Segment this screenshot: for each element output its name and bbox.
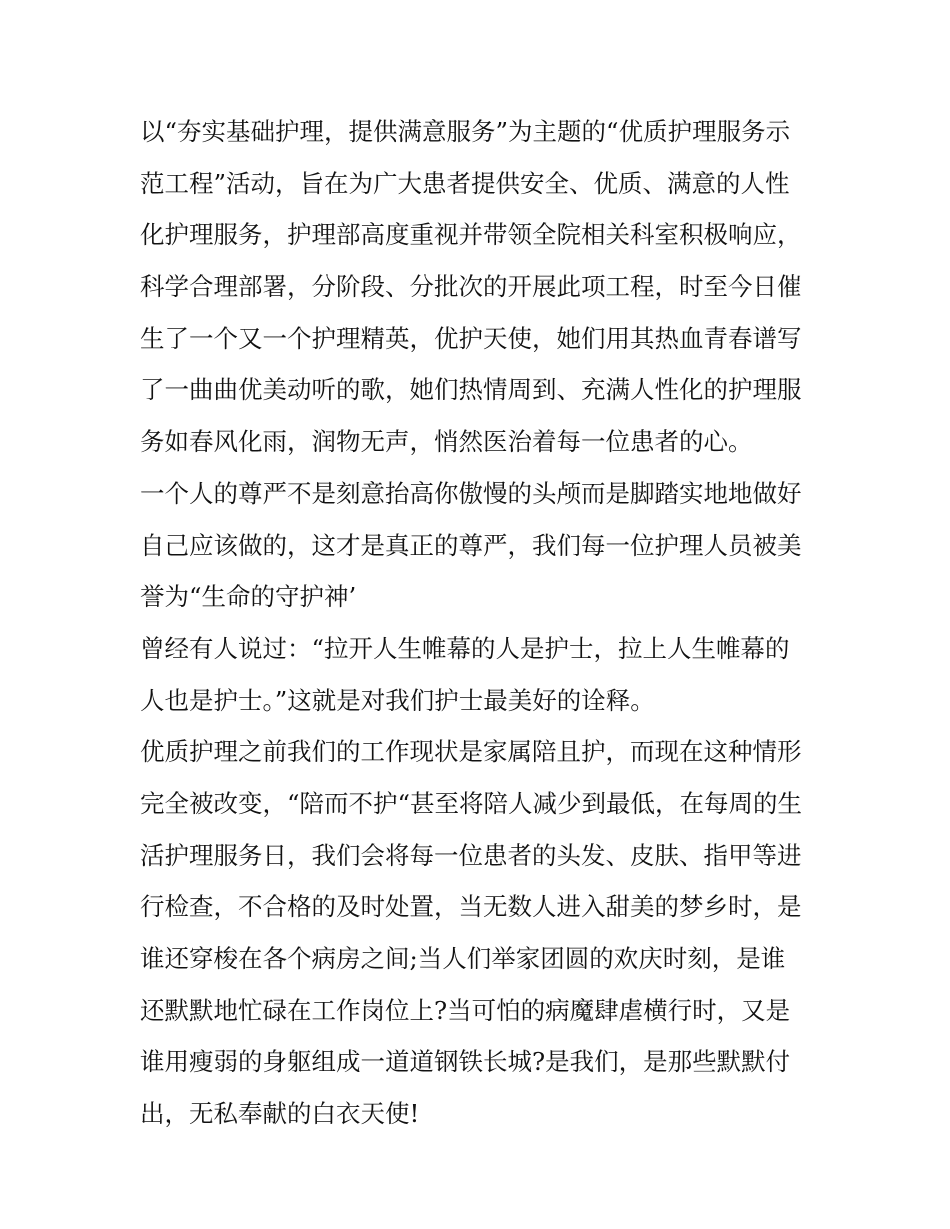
text-line: 一个人的尊严不是刻意抬高你傲慢的头颅而是脚踏实地地做好: [140, 478, 802, 508]
text-line: 人也是护士。”这就是对我们护士最美好的诠释。: [140, 685, 655, 715]
text-line: 化护理服务，护理部高度重视并带领全院相关科室积极响应，: [140, 220, 802, 250]
text-line: 以“夯实基础护理，提供满意服务”为主题的“优质护理服务示: [140, 117, 791, 146]
text-line: 还默默地忙碌在工作岗位上?当可怕的病魔肆虐横行时，又是: [140, 995, 791, 1025]
text-line: 完全被改变，“陪而不护“甚至将陪人减少到最低，在每周的生: [140, 788, 803, 818]
text-line: 谁还穿梭在各个病房之间;当人们举家团圆的欢庆时刻，是谁: [140, 944, 786, 973]
text-line: 自己应该做的，这才是真正的尊严，我们每一位护理人员被美: [140, 530, 802, 560]
text-line: 务如春风化雨，润物无声，悄然医治着每一位患者的心。: [140, 427, 753, 457]
text-line: 了一曲曲优美动听的歌，她们热情周到、充满人性化的护理服: [140, 375, 802, 405]
text-line: 行检查，不合格的及时处置，当无数人进入甜美的梦乡时，是: [140, 892, 802, 922]
text-line: 生了一个又一个护理精英，优护天使，她们用其热血青春谱写: [140, 323, 802, 353]
text-line: 曾经有人说过：“拉开人生帷幕的人是护士，拉上人生帷幕的: [140, 633, 790, 663]
text-line: 出，无私奉献的白衣天使!: [140, 1099, 420, 1129]
text-line: 谁用瘦弱的身躯组成一道道钢铁长城?是我们，是那些默默付: [140, 1047, 791, 1077]
text-line: 范工程”活动，旨在为广大患者提供安全、优质、满意的人性: [140, 168, 790, 198]
text-line: 优质护理之前我们的工作现状是家属陪且护，而现在这种情形: [140, 737, 802, 767]
text-line: 誉为“生命的守护神’: [140, 582, 357, 612]
text-line: 科学合理部署，分阶段、分批次的开展此项工程，时至今日催: [140, 272, 802, 302]
document-body: [140, 106, 812, 1140]
text-line: 活护理服务日，我们会将每一位患者的头发、皮肤、指甲等进: [140, 840, 802, 870]
